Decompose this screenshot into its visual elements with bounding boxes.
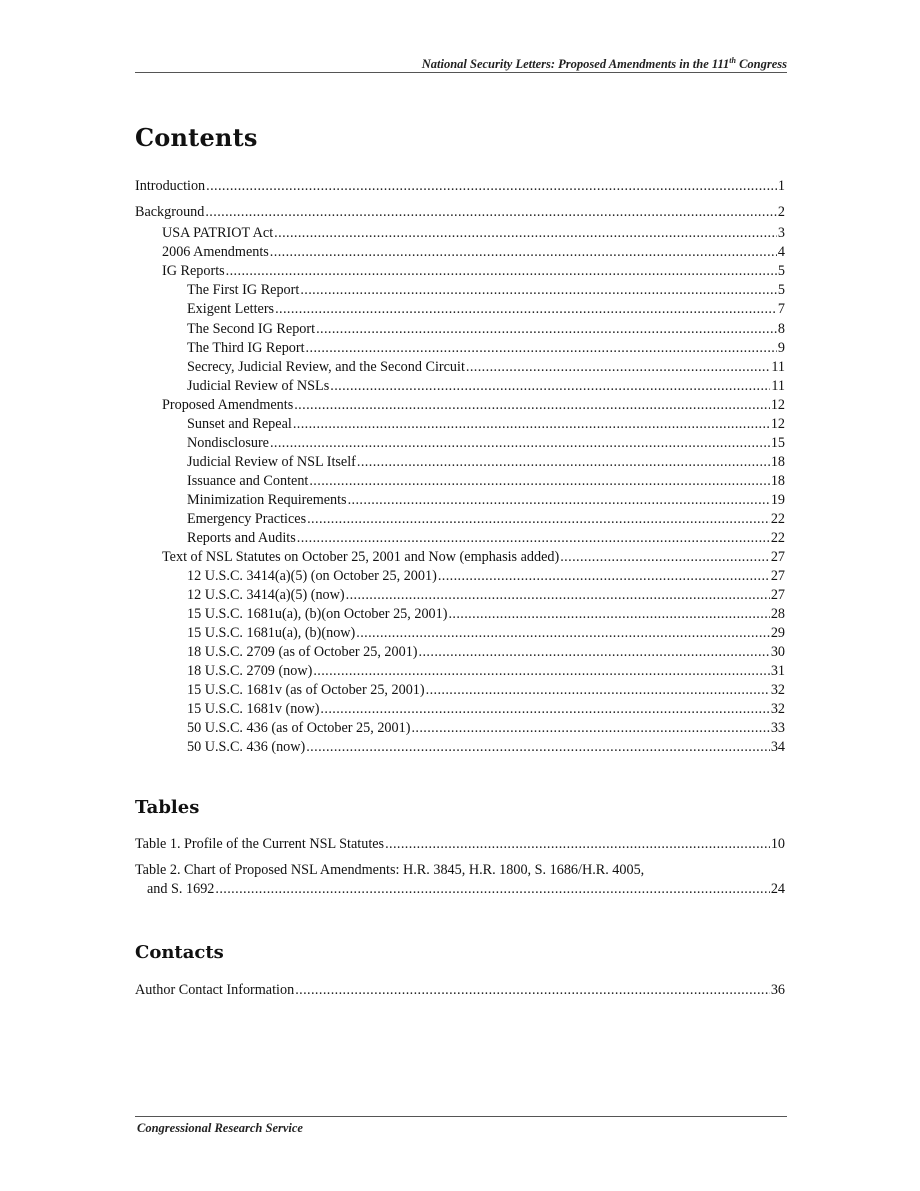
leader-dots: [438, 567, 770, 586]
toc-entry[interactable]: [187, 700, 785, 719]
toc-entry-title: 15 U.S.C. 1681v (now): [187, 701, 320, 717]
toc-entry-title: Sunset and Repeal: [187, 416, 292, 432]
toc-entry-page: 24: [770, 881, 785, 897]
toc-entry-title: Introduction: [135, 178, 206, 194]
leader-dots: [448, 605, 769, 624]
leader-dots: [320, 700, 769, 719]
toc-entry-title: Secrecy, Judicial Review, and the Second Circuit: [187, 359, 465, 375]
toc-entry-title: 15 U.S.C. 1681u(a), (b)(on October 25, 2001): [187, 606, 448, 622]
toc-entry-page: 1: [777, 178, 785, 194]
leader-dots: [309, 472, 769, 491]
toc-entry[interactable]: [187, 529, 785, 548]
leader-dots: [215, 880, 769, 899]
toc-entry-title: Background: [135, 204, 205, 220]
leader-dots: [275, 300, 777, 319]
toc-entry-title: 18 U.S.C. 2709 (now): [187, 663, 313, 679]
toc-entry-page: 15: [770, 435, 785, 451]
toc-entry-page: 32: [770, 701, 785, 717]
running-header: [135, 56, 787, 72]
toc-entry-title: Author Contact Information: [135, 982, 295, 998]
toc-entry-title: 18 U.S.C. 2709 (as of October 25, 2001): [187, 644, 418, 660]
toc-entry-page: 22: [770, 530, 785, 546]
toc-entry[interactable]: [187, 434, 785, 453]
toc-entry[interactable]: [162, 224, 785, 243]
toc-entry-page: 19: [770, 492, 785, 508]
toc-entry[interactable]: [162, 243, 785, 262]
toc-entry-title: Reports and Audits: [187, 530, 296, 546]
toc-entry-title: The Third IG Report: [187, 340, 305, 356]
toc-entry-page: 27: [770, 587, 785, 603]
leader-dots: [411, 719, 769, 738]
toc-entry-page: 36: [770, 982, 785, 998]
toc-entry-title: Nondisclosure: [187, 435, 269, 451]
leader-dots: [316, 320, 777, 339]
toc-entry[interactable]: [187, 377, 785, 396]
contacts-heading: Contacts: [135, 942, 224, 963]
header-title-superscript: th: [729, 56, 736, 65]
leader-dots: [313, 662, 769, 681]
toc-entry[interactable]: [187, 339, 785, 358]
leader-dots: [297, 529, 770, 548]
header-title: National Security Letters: Proposed Amendments in the 111: [421, 57, 730, 72]
toc-entry[interactable]: [135, 835, 785, 854]
leader-dots: [426, 681, 770, 700]
toc-entry-page: 29: [770, 625, 785, 641]
leader-dots: [348, 491, 770, 510]
toc-entry-title: 50 U.S.C. 436 (now): [187, 739, 306, 755]
tables-heading: Tables: [135, 797, 200, 818]
header-title-suffix: Congress: [735, 57, 787, 72]
toc-entry-page: 33: [770, 720, 785, 736]
toc-entry-page: 5: [777, 263, 785, 279]
toc-entry-title: Proposed Amendments: [162, 397, 294, 413]
leader-dots: [293, 415, 770, 434]
toc-entry-title: The Second IG Report: [187, 321, 316, 337]
toc-entry-page: 30: [770, 644, 785, 660]
toc-entry-title: Exigent Letters: [187, 301, 275, 317]
toc-entry-title: The First IG Report: [187, 282, 300, 298]
toc-entry-title: 15 U.S.C. 1681u(a), (b)(now): [187, 625, 356, 641]
toc-entry-page: 2: [777, 204, 785, 220]
toc-entry-page: 12: [770, 416, 785, 432]
leader-dots: [274, 224, 777, 243]
toc-entry-title: Judicial Review of NSL Itself: [187, 454, 356, 470]
leader-dots: [357, 453, 770, 472]
leader-dots: [346, 586, 770, 605]
footer-rule: [135, 1116, 787, 1117]
toc-entry-title: Emergency Practices: [187, 511, 307, 527]
leader-dots: [307, 510, 770, 529]
toc-entry[interactable]: [187, 624, 785, 643]
leader-dots: [295, 981, 770, 1000]
leader-dots: [294, 396, 770, 415]
leader-dots: [270, 434, 770, 453]
toc-entry-page: 34: [770, 739, 785, 755]
toc-entry-page: 27: [770, 568, 785, 584]
toc-entry-title: Text of NSL Statutes on October 25, 2001 and Now (emphasis added): [162, 549, 560, 565]
toc-entry-page: 11: [771, 359, 785, 375]
toc-entry-title: 12 U.S.C. 3414(a)(5) (on October 25, 2001): [187, 568, 437, 584]
leader-dots: [330, 377, 770, 396]
toc-entry-page: 12: [770, 397, 785, 413]
toc-entry-page: 7: [777, 301, 785, 317]
toc-entry[interactable]: [147, 880, 785, 899]
leader-dots: [300, 281, 777, 300]
toc-entry[interactable]: [187, 662, 785, 681]
toc-entry[interactable]: [187, 281, 785, 300]
toc-entry-page: 5: [777, 282, 785, 298]
leader-dots: [306, 738, 770, 757]
leader-dots: [419, 643, 770, 662]
toc-entry-page: 22: [770, 511, 785, 527]
toc-entry[interactable]: [135, 981, 785, 1000]
leader-dots: [270, 243, 777, 262]
toc-entry[interactable]: [187, 567, 785, 586]
toc-entry[interactable]: [135, 177, 785, 196]
toc-entry[interactable]: [187, 491, 785, 510]
contents-heading: Contents: [135, 123, 258, 152]
toc-entry-title: Table 1. Profile of the Current NSL Statutes: [135, 836, 385, 852]
toc-entry[interactable]: [187, 510, 785, 529]
toc-entry-page: 27: [770, 549, 785, 565]
toc-entry-page: 9: [777, 340, 785, 356]
toc-entry-title: IG Reports: [162, 263, 225, 279]
toc-entry-page: 31: [770, 663, 785, 679]
leader-dots: [466, 358, 770, 377]
toc-entry-page: 18: [770, 473, 785, 489]
toc-entry-title: 12 U.S.C. 3414(a)(5) (now): [187, 587, 345, 603]
toc-entry-title: 2006 Amendments: [162, 244, 269, 260]
leader-dots: [226, 262, 777, 281]
toc-entry[interactable]: [187, 643, 785, 662]
toc-entry-title-line1[interactable]: Table 2. Chart of Proposed NSL Amendments: H.R. 3845, H.R. 1800, S. 1686/H.R. 4005,: [135, 862, 645, 878]
toc-entry-title: 50 U.S.C. 436 (as of October 25, 2001): [187, 720, 411, 736]
toc-entry-title-line2: and S. 1692: [147, 881, 215, 897]
toc-entry[interactable]: [187, 586, 785, 605]
toc-entry-page: 28: [770, 606, 785, 622]
leader-dots: [205, 203, 777, 222]
toc-entry[interactable]: [162, 548, 785, 567]
toc-entry-page: 32: [770, 682, 785, 698]
toc-entry-title: Judicial Review of NSLs: [187, 378, 330, 394]
toc-entry-title: 15 U.S.C. 1681v (as of October 25, 2001): [187, 682, 425, 698]
leader-dots: [560, 548, 770, 567]
toc-entry[interactable]: [187, 605, 785, 624]
toc-entry-page: 10: [770, 836, 785, 852]
toc-entry-title: USA PATRIOT Act: [162, 225, 274, 241]
running-footer: Congressional Research Service: [137, 1121, 303, 1135]
toc-entry[interactable]: [187, 681, 785, 700]
toc-entry[interactable]: [187, 719, 785, 738]
toc-entry-title: Minimization Requirements: [187, 492, 347, 508]
toc-entry-page: 4: [777, 244, 785, 260]
toc-entry-page: 11: [771, 378, 785, 394]
toc-entry[interactable]: [187, 300, 785, 319]
leader-dots: [206, 177, 777, 196]
header-rule: [135, 72, 787, 73]
leader-dots: [306, 339, 777, 358]
toc-entry[interactable]: [187, 738, 785, 757]
leader-dots: [356, 624, 770, 643]
toc-entry[interactable]: [187, 415, 785, 434]
toc-entry[interactable]: [135, 203, 785, 222]
toc-entry-page: 8: [777, 321, 785, 337]
toc-entry[interactable]: [162, 262, 785, 281]
leader-dots: [385, 835, 770, 854]
toc-entry-title: Issuance and Content: [187, 473, 309, 489]
toc-entry[interactable]: [187, 320, 785, 339]
toc-entry[interactable]: [187, 358, 785, 377]
toc-entry-page: 18: [770, 454, 785, 470]
toc-entry[interactable]: [187, 453, 785, 472]
toc-entry[interactable]: [162, 396, 785, 415]
toc-entry[interactable]: [187, 472, 785, 491]
toc-entry-page: 3: [777, 225, 785, 241]
